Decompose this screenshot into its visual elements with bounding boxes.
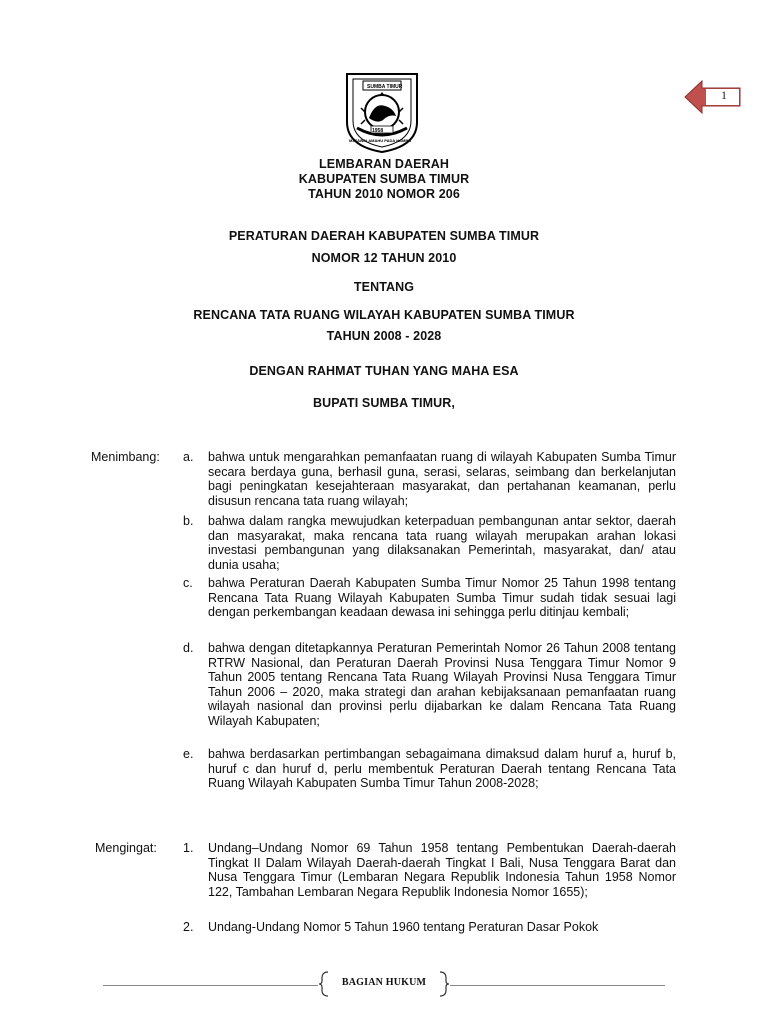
regulation-about: TENTANG xyxy=(353,280,415,294)
menimbang-marker-d: d. xyxy=(183,641,194,655)
mengingat-label: Mengingat: xyxy=(95,841,157,855)
footer-label: BAGIAN HUKUM xyxy=(341,977,427,988)
official-title: BUPATI SUMBA TIMUR, xyxy=(313,396,455,410)
blessing-line: DENGAN RAHMAT TUHAN YANG MAHA ESA xyxy=(249,364,519,378)
regulation-period: TAHUN 2008 - 2028 xyxy=(326,329,442,343)
mengingat-marker-1: 1. xyxy=(183,841,194,855)
menimbang-item-d: bahwa dengan ditetapkannya Peraturan Pemerintah Nomor 26 Tahun 2008 tentang RTRW Nasional, dan Peraturan Daerah Provinsi Nusa Tenggara Timur Nomor 9 Tahun 2005 tentang Rencana Tata Ruang Wilayah Provinsi Nusa Tenggara Timur Tahun 2006 – 2020, maka strategi dan arahan kebijaksanaan pemanfaatan ruang wilayah nasional dan provinsi perlu dijabarkan ke dalam Rencana Tata Ruang Wilayah Kabupaten; xyxy=(208,641,676,728)
footer-label-box xyxy=(318,970,450,998)
menimbang-label: Menimbang: xyxy=(91,450,160,464)
menimbang-marker-c: c. xyxy=(183,576,193,590)
gazette-regency: KABUPATEN SUMBA TIMUR xyxy=(298,172,470,186)
mengingat-item-1: Undang–Undang Nomor 69 Tahun 1958 tentang Pembentukan Daerah-daerah Tingkat II Dalam Wilayah Daerah-daerah Tingkat I Bali, Nusa Tenggara Barat dan Nusa Tenggara Timur (Lembaran Negara Republik Indonesia Tahun 1958 Nomor 122, Tambahan Lembaran Negara Republik Indonesia Nomor 1655); xyxy=(208,841,676,899)
regulation-subject: RENCANA TATA RUANG WILAYAH KABUPATEN SUMBA TIMUR xyxy=(193,308,575,322)
menimbang-marker-a: a. xyxy=(183,450,194,464)
gazette-issue: TAHUN 2010 NOMOR 206 xyxy=(308,187,460,201)
footer-rule-right xyxy=(450,985,665,986)
gazette-title: LEMBARAN DAERAH xyxy=(319,157,449,171)
regulation-number: NOMOR 12 TAHUN 2010 xyxy=(311,251,457,265)
regulation-title: PERATURAN DAERAH KABUPATEN SUMBA TIMUR xyxy=(228,229,540,243)
menimbang-item-a: bahwa untuk mengarahkan pemanfaatan ruang di wilayah Kabupaten Sumba Timur secara berdaya guna, berhasil guna, serasi, selaras, seimbang dan berkelanjutan bagi peningkatan kesejahteraan masyarakat, dan pertahanan keamanan, perlu disusun rencana tata ruang wilayah; xyxy=(208,450,676,508)
footer-rule-left xyxy=(103,985,318,986)
menimbang-item-e: bahwa berdasarkan pertimbangan sebagaimana dimaksud dalam huruf a, huruf b, huruf c dan huruf d, perlu membentuk Peraturan Daerah tentang Rencana Tata Ruang Wilayah Kabupaten Sumba Timur Tahun 2008-2028; xyxy=(208,747,676,791)
menimbang-marker-e: e. xyxy=(183,747,194,761)
emblem-year: 1958 xyxy=(372,128,384,134)
menimbang-item-c: bahwa Peraturan Daerah Kabupaten Sumba Timur Nomor 25 Tahun 1998 tentang Rencana Tata Ruang Wilayah Kabupaten Sumba Timur sudah tidak sesuai lagi dengan perkembangan keadaan dewasa ini sehingga perlu ditinjau kembali; xyxy=(208,576,676,620)
emblem-motto: MATAWAI AMAHU PADA HAMBA xyxy=(349,138,412,143)
page-number-arrow xyxy=(684,80,742,114)
emblem-top-text: SUMBA TIMUR xyxy=(367,84,403,90)
page-number: 1 xyxy=(721,88,727,102)
menimbang-item-b: bahwa dalam rangka mewujudkan keterpaduan pembangunan antar sektor, daerah dan masyarakat, maka rencana tata ruang wilayah merupakan arahan lokasi investasi pembangunan yang dilaksanakan Pemerintah, masyarakat, dan/ atau dunia usaha; xyxy=(208,514,676,572)
mengingat-marker-2: 2. xyxy=(183,920,194,934)
mengingat-item-2: Undang-Undang Nomor 5 Tahun 1960 tentang Peraturan Dasar Pokok xyxy=(208,920,599,934)
regency-emblem xyxy=(339,68,425,154)
menimbang-marker-b: b. xyxy=(183,514,194,528)
